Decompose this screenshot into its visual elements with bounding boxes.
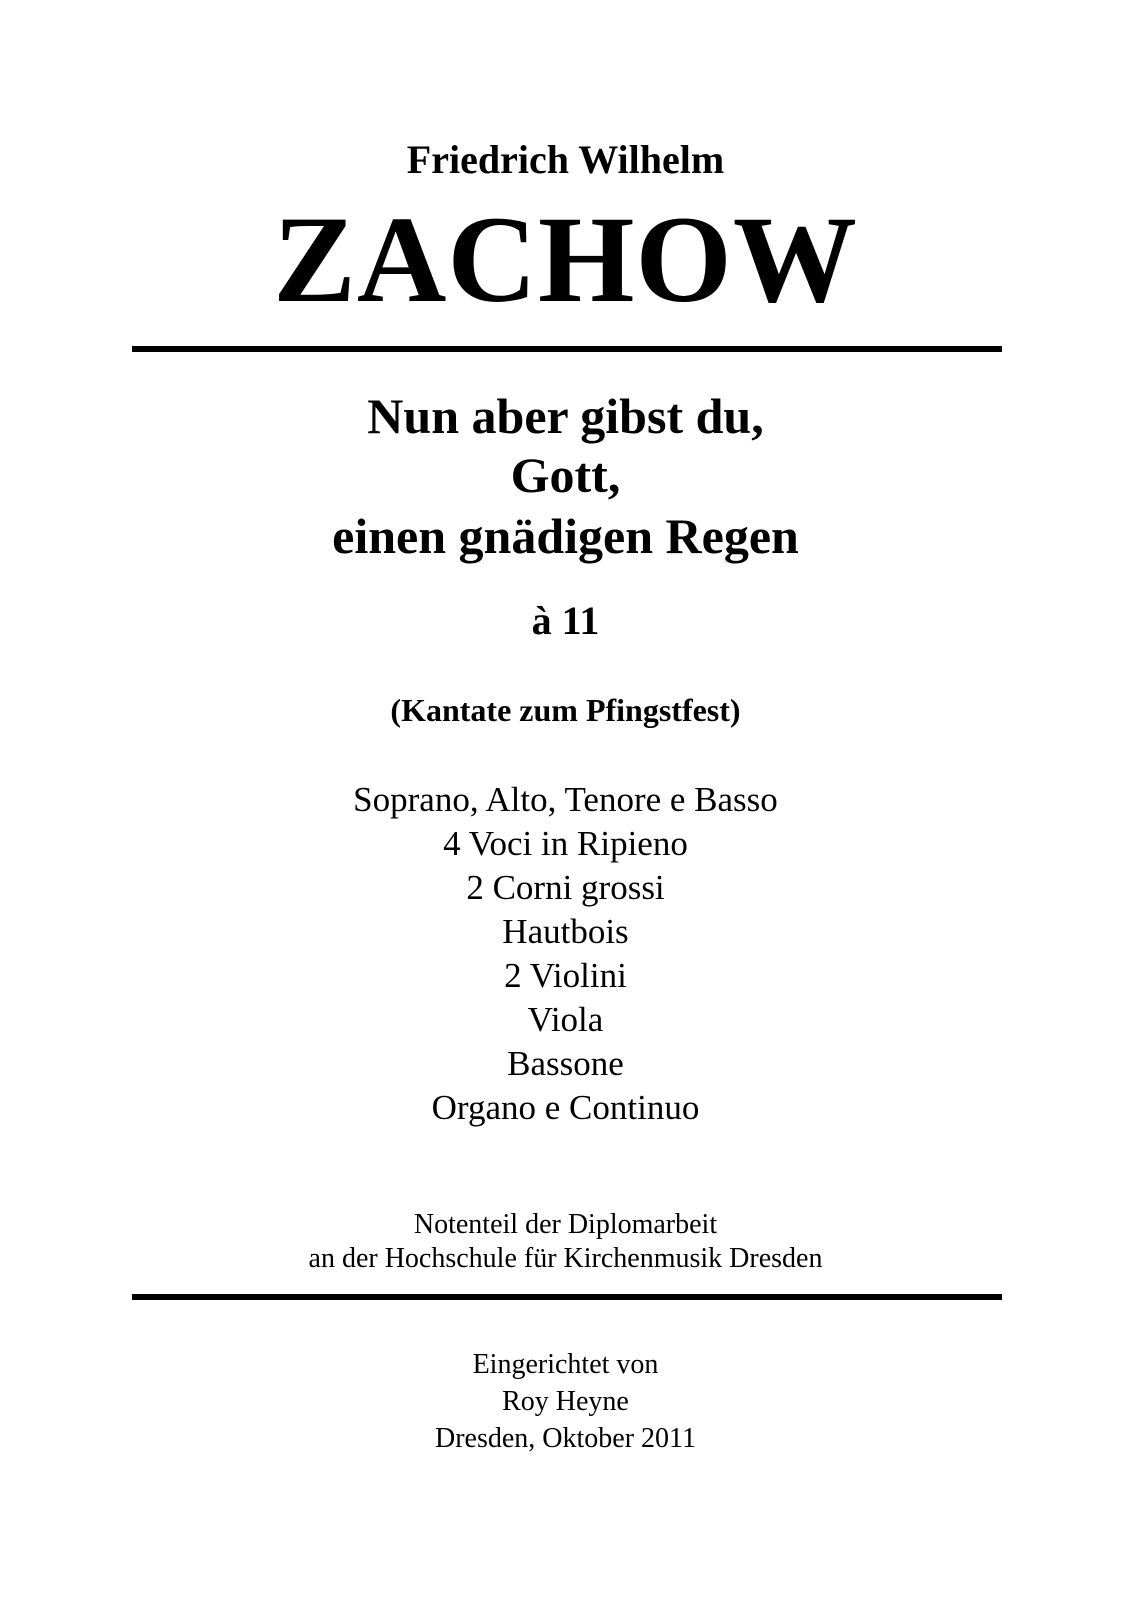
thesis-line-2: an der Hochschule für Kirchenmusik Dresden <box>308 1243 823 1274</box>
instrumentation-list <box>0 778 1131 1130</box>
instrument-item: 2 Corni grossi <box>466 868 665 907</box>
composer-first-name: Friedrich Wilhelm <box>406 137 725 182</box>
composer-surname: ZACHOW <box>273 191 858 328</box>
instrument-item: 4 Voci in Ripieno <box>443 824 688 863</box>
instrument-item: Soprano, Alto, Tenore e Basso <box>353 780 778 819</box>
editor-name: Roy Heyne <box>502 1386 629 1417</box>
place-date: Dresden, Oktober 2011 <box>434 1423 696 1454</box>
instrument-item: Organo e Continuo <box>431 1088 700 1127</box>
work-title-line-2: Gott, <box>510 447 621 503</box>
occasion: (Kantate zum Pfingstfest) <box>390 692 741 728</box>
thesis-line-1: Notenteil der Diplomarbeit <box>413 1209 718 1240</box>
instrument-item: Viola <box>527 1000 604 1039</box>
bottom-divider <box>132 1294 1002 1300</box>
instrument-item: Bassone <box>507 1044 624 1083</box>
scoring: à 11 <box>531 598 600 643</box>
instrument-item: Hautbois <box>502 912 629 951</box>
work-title-line-3: einen gnädigen Regen <box>332 508 799 564</box>
credits <box>0 1346 1131 1457</box>
instrument-item: 2 Violini <box>504 956 627 995</box>
thesis-note <box>0 1208 1131 1276</box>
top-divider <box>132 346 1002 352</box>
arranged-by-label: Eingerichtet von <box>472 1349 659 1380</box>
work-title-line-1: Nun aber gibst du, <box>367 388 764 444</box>
